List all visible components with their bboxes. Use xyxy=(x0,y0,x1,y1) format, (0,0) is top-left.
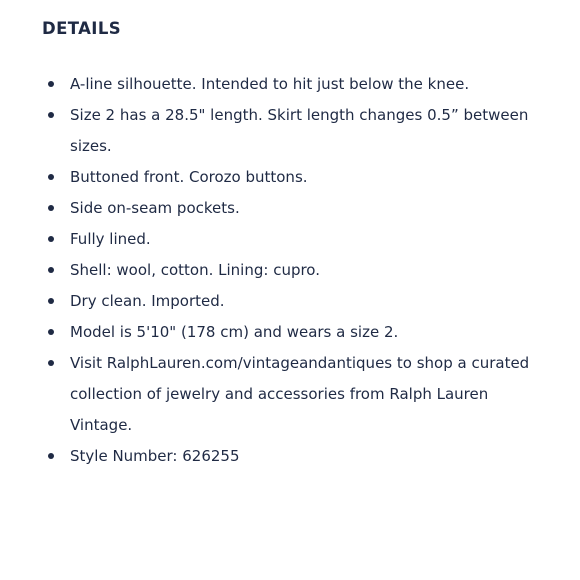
list-item-text: Buttoned front. Corozo buttons. xyxy=(70,168,308,186)
bullet-icon xyxy=(48,360,54,366)
bullet-icon xyxy=(48,329,54,335)
list-item-text: Dry clean. Imported. xyxy=(70,292,225,310)
list-item-text: Side on-seam pockets. xyxy=(70,199,240,217)
list-item-text: A-line silhouette. Intended to hit just below the knee. xyxy=(70,75,470,93)
list-item-lining xyxy=(0,224,580,255)
list-item-text-line-3: Vintage. xyxy=(70,416,133,434)
list-item-text: Fully lined. xyxy=(70,230,151,248)
bullet-icon xyxy=(48,174,54,180)
list-item-text-line-2: sizes. xyxy=(70,137,112,155)
list-item-vintage-link xyxy=(0,348,580,441)
bullet-icon xyxy=(48,81,54,87)
list-item-text: Model is 5'10" (178 cm) and wears a size 2. xyxy=(70,323,399,341)
list-item-text: Style Number: 626255 xyxy=(70,447,240,465)
bullet-icon xyxy=(48,205,54,211)
bullet-icon xyxy=(48,112,54,118)
details-heading: DETAILS xyxy=(42,19,122,38)
details-list xyxy=(0,69,580,472)
list-item-silhouette xyxy=(0,69,580,100)
bullet-icon xyxy=(48,236,54,242)
bullet-icon xyxy=(48,453,54,459)
list-item-buttons xyxy=(0,162,580,193)
bullet-icon xyxy=(48,298,54,304)
list-item-pockets xyxy=(0,193,580,224)
list-item-text-line-1: Size 2 has a 28.5" length. Skirt length changes 0.5” between xyxy=(70,106,529,124)
list-item-style-number xyxy=(0,441,580,472)
list-item-care xyxy=(0,286,580,317)
list-item-materials xyxy=(0,255,580,286)
bullet-icon xyxy=(48,267,54,273)
list-item-text-line-2: collection of jewelry and accessories from Ralph Lauren xyxy=(70,385,489,403)
list-item-text-line-1: Visit RalphLauren.com/vintageandantiques to shop a curated xyxy=(70,354,530,372)
list-item-length xyxy=(0,100,580,162)
list-item-text: Shell: wool, cotton. Lining: cupro. xyxy=(70,261,320,279)
list-item-model-size xyxy=(0,317,580,348)
